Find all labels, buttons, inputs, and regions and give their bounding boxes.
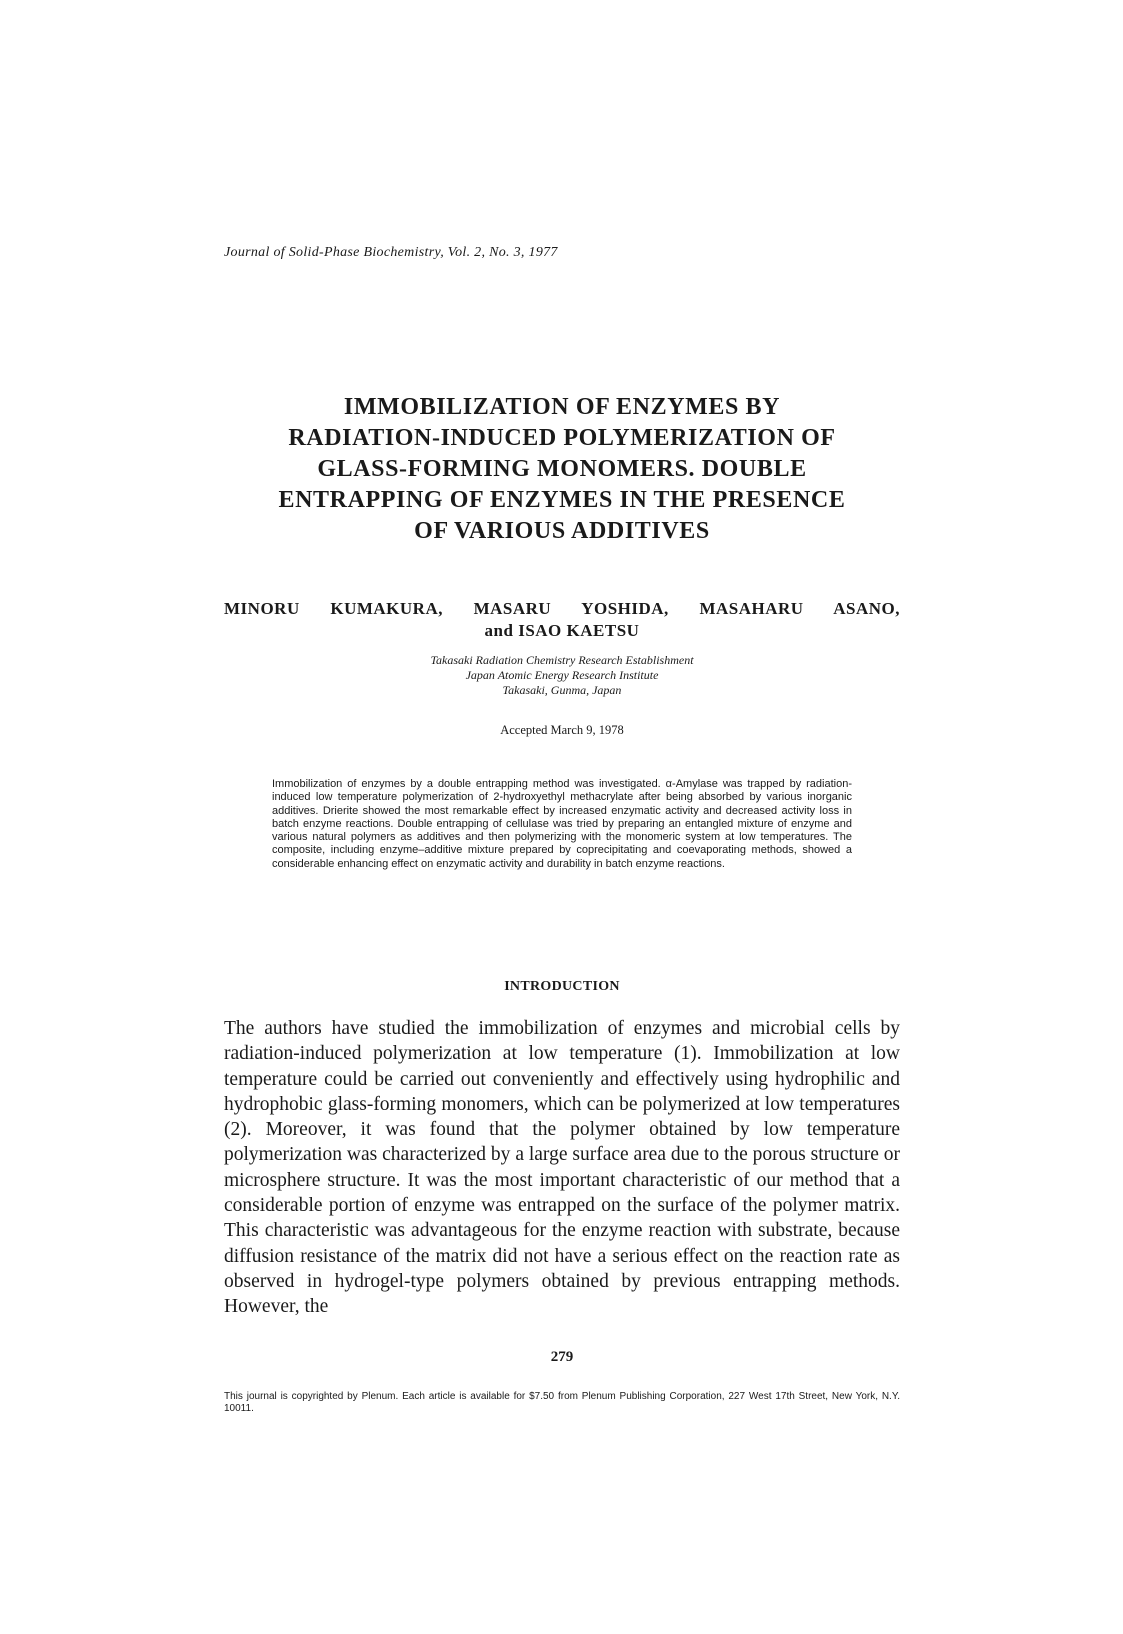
author-line: and ISAO KAETSU bbox=[484, 621, 640, 640]
article-title bbox=[224, 392, 900, 547]
page-number: 279 bbox=[550, 1349, 574, 1365]
title-line: OF VARIOUS ADDITIVES bbox=[414, 518, 710, 544]
author-line: MINORU KUMAKURA, MASARU YOSHIDA, MASAHARU ASANO, bbox=[224, 599, 900, 618]
title-line: IMMOBILIZATION OF ENZYMES BY bbox=[343, 394, 781, 420]
title-line: GLASS-FORMING MONOMERS. DOUBLE bbox=[317, 456, 807, 482]
journal-citation: Journal of Solid-Phase Biochemistry, Vol. 2, No. 3, 1977 bbox=[224, 245, 558, 260]
section-heading-introduction: INTRODUCTION bbox=[504, 979, 620, 994]
affiliation-line: Takasaki Radiation Chemistry Research Establishment bbox=[430, 653, 694, 667]
affiliation bbox=[224, 653, 900, 698]
accepted-date: Accepted March 9, 1978 bbox=[500, 723, 624, 737]
title-line: RADIATION-INDUCED POLYMERIZATION OF bbox=[288, 425, 836, 451]
abstract: Immobilization of enzymes by a double entrapping method was investigated. α-Amylase was trapped by radiation-induced low temperature polymerization of 2-hydroxyethyl methacrylate after being absorbed by various inorganic additives. Drierite showed the most remarkable effect by increased enzymatic activity and decreased activity loss in batch enzyme reactions. Double entrapping of cellulase was tried by preparing an entangled mixture of enzyme and various natural polymers as additives and then polymerizing with the monomeric system at low temperatures. The composite, including enzyme–additive mixture prepared by coprecipitating and coevaporating methods, showed a considerable enhancing effect on enzymatic activity and durability in batch enzyme reactions. bbox=[272, 778, 852, 870]
author-list bbox=[224, 598, 900, 642]
affiliation-line: Japan Atomic Energy Research Institute bbox=[465, 668, 659, 682]
affiliation-line: Takasaki, Gunma, Japan bbox=[502, 683, 622, 697]
title-line: ENTRAPPING OF ENZYMES IN THE PRESENCE bbox=[278, 487, 846, 513]
introduction-paragraph: The authors have studied the immobilization of enzymes and microbial cells by radiation-induced polymerization at low temperature (1). Immobilization at low temperature could be carried out conveniently and effectively using hydrophilic and hydrophobic glass-forming monomers, which can be polymerized at low temperatures (2). Moreover, it was found that the polymer obtained by low temperature polymerization was characterized by a large surface area due to the porous structure or microsphere structure. It was the most important characteristic of our method that a considerable portion of enzyme was entrapped on the surface of the polymer matrix. This characteristic was advantageous for the enzyme reaction with substrate, because diffusion resistance of the matrix did not have a serious effect on the reaction rate as observed in hydrogel-type polymers obtained by previous entrapping methods. However, the bbox=[224, 1018, 900, 1318]
copyright-notice: This journal is copyrighted by Plenum. Each article is available for $7.50 from Plenum Publishing Corporation, 227 West 17th Street, New York, N.Y. 10011. bbox=[224, 1391, 900, 1414]
